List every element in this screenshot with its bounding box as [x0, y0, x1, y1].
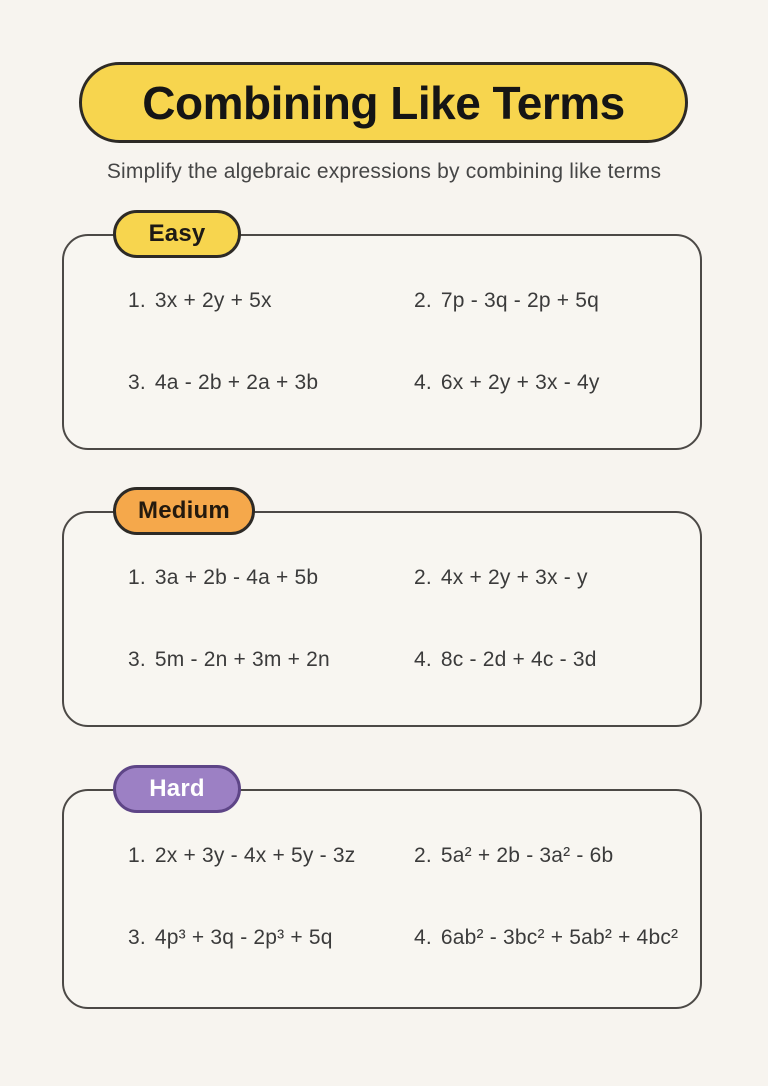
problem — [128, 566, 414, 590]
problem-number: 1. — [128, 844, 146, 867]
problem-number: 1. — [128, 566, 146, 589]
problem-number: 4. — [414, 371, 432, 394]
difficulty-badge-medium — [113, 487, 255, 535]
problem-number: 3. — [128, 648, 146, 671]
problem-expression: 4x + 2y + 3x - y — [440, 566, 588, 589]
badge-label: Easy — [148, 220, 206, 247]
problem-number: 1. — [128, 289, 146, 312]
problem-number: 3. — [128, 926, 146, 949]
badge-label: Hard — [149, 775, 205, 802]
page-subtitle: Simplify the algebraic expressions by combining like terms — [106, 160, 662, 183]
problem-expression: 5a² + 2b - 3a² - 6b — [440, 844, 614, 867]
title-pill — [79, 62, 688, 143]
problem-expression: 8c - 2d + 4c - 3d — [440, 648, 597, 671]
problem — [128, 926, 414, 950]
difficulty-badge-hard — [113, 765, 241, 813]
problem-number: 2. — [414, 289, 432, 312]
problem — [414, 566, 692, 590]
problem-number: 4. — [414, 648, 432, 671]
problem — [128, 371, 414, 395]
problem-expression: 2x + 3y - 4x + 5y - 3z — [154, 844, 356, 867]
section-easy — [62, 210, 702, 456]
problem-expression: 3a + 2b - 4a + 5b — [154, 566, 319, 589]
problem-expression: 7p - 3q - 2p + 5q — [440, 289, 600, 312]
problem — [414, 648, 692, 672]
section-medium — [62, 487, 702, 733]
difficulty-badge-easy — [113, 210, 241, 258]
problem — [128, 289, 414, 313]
section-hard — [62, 765, 702, 1011]
hard-problems — [128, 815, 692, 979]
badge-label: Medium — [138, 497, 230, 524]
problem — [414, 371, 692, 395]
easy-problems — [128, 260, 692, 424]
problem-number: 3. — [128, 371, 146, 394]
problem-expression: 6ab² - 3bc² + 5ab² + 4bc² — [440, 926, 679, 949]
problem — [414, 289, 692, 313]
problem — [128, 844, 414, 868]
problem — [414, 844, 692, 868]
page-title: Combining Like Terms — [142, 76, 625, 129]
problem — [128, 648, 414, 672]
problem-expression: 3x + 2y + 5x — [154, 289, 272, 312]
problem-expression: 4a - 2b + 2a + 3b — [154, 371, 319, 394]
medium-problems — [128, 537, 692, 701]
problem-expression: 6x + 2y + 3x - 4y — [440, 371, 600, 394]
problem-expression: 4p³ + 3q - 2p³ + 5q — [154, 926, 333, 949]
problem — [414, 926, 692, 950]
problem-number: 2. — [414, 844, 432, 867]
problem-number: 4. — [414, 926, 432, 949]
problem-expression: 5m - 2n + 3m + 2n — [154, 648, 330, 671]
problem-number: 2. — [414, 566, 432, 589]
